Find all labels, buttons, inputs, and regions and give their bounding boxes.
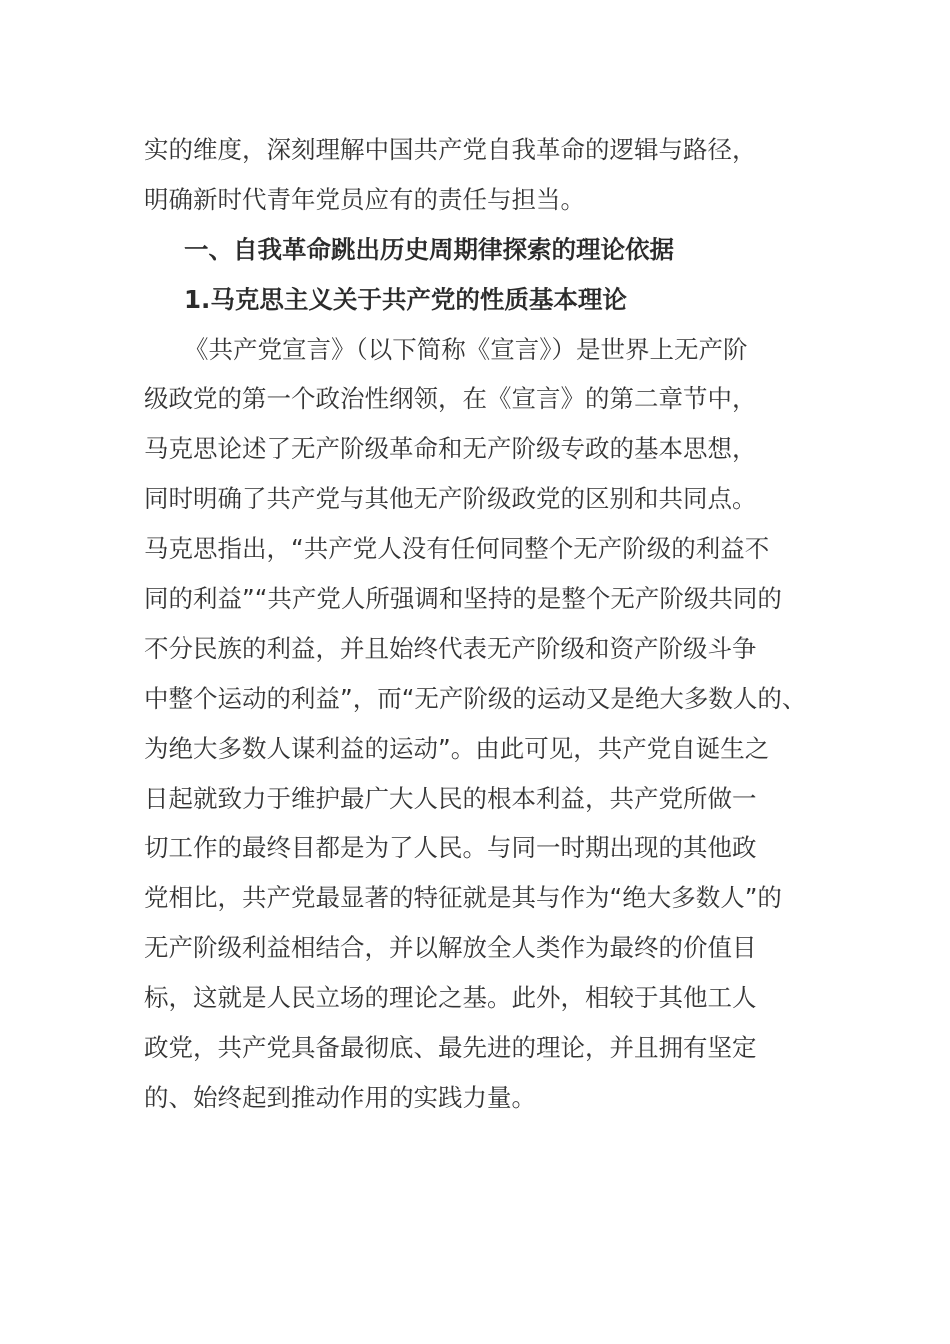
subsection-heading: 1.马克思主义关于共产党的性质基本理论 [184, 284, 627, 314]
paragraph-line: 无产阶级利益相结合，并以解放全人类作为最终的价值目 [144, 933, 757, 963]
document-body [144, 125, 824, 1123]
intro-line: 实的维度，深刻理解中国共产党自我革命的逻辑与路径， [144, 135, 757, 164]
section-heading: 一、自我革命跳出历史周期律探索的理论依据 [184, 234, 674, 264]
paragraph-line: 标，这就是人民立场的理论之基。此外，相较于其他工人 [144, 983, 757, 1013]
paragraph-line: 为绝大多数人谋利益的运动”。由此可见，共产党自诞生之 [144, 733, 770, 763]
paragraph-line: 同时明确了共产党与其他无产阶级政党的区别和共同点。 [144, 484, 757, 514]
paragraph-line: 日起就致力于维护最广大人民的根本利益，共产党所做一 [144, 783, 757, 813]
paragraph-line: 党相比，共产党最显著的特征就是其与作为“绝大多数人”的 [144, 883, 782, 913]
paragraph-line: 同的利益”“共产党人所强调和坚持的是整个无产阶级共同的 [144, 584, 782, 614]
paragraph-line: 不分民族的利益，并且始终代表无产阶级和资产阶级斗争 [144, 633, 757, 663]
paragraph-line: 级政党的第一个政治性纲领，在《宣言》的第二章节中， [144, 384, 757, 414]
intro-line: 明确新时代青年党员应有的责任与担当。 [144, 184, 585, 214]
paragraph-line: 的、始终起到推动作用的实践力量。 [144, 1082, 536, 1112]
paragraph-line: 中整个运动的利益”，而“无产阶级的运动又是绝大多数人的、 [144, 683, 807, 713]
paragraph-line: 《共产党宣言》（以下简称《宣言》）是世界上无产阶 [184, 334, 748, 364]
paragraph-line: 马克思指出，“共产党人没有任何同整个无产阶级的利益不 [144, 534, 770, 564]
paragraph-line: 马克思论述了无产阶级革命和无产阶级专政的基本思想， [144, 434, 757, 464]
paragraph-line: 政党，共产党具备最彻底、最先进的理论，并且拥有坚定 [144, 1033, 757, 1063]
paragraph-line: 切工作的最终目都是为了人民。与同一时期出现的其他政 [144, 833, 757, 863]
